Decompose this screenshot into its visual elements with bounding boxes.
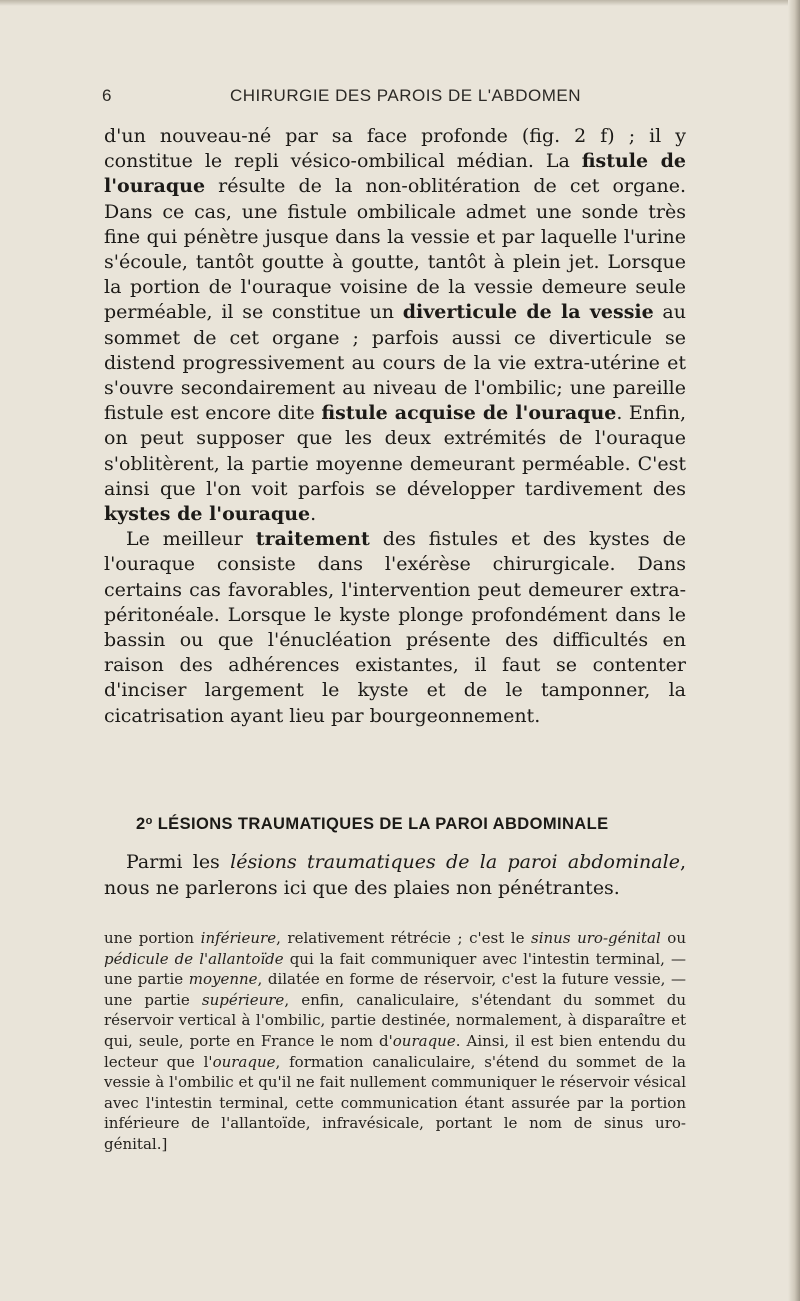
page-top-shadow	[0, 0, 800, 6]
section-heading	[136, 815, 696, 834]
footnote-paragraph: une portion inférieure, relativement rétrécie ; c'est le sinus uro-génital ou pédicule de l'allantoïde qui la fait communiquer avec l'intestin terminal, — une partie moyenne, dilatée en forme de réservoir, c'est la future vessie, — une partie supérieure, enfin, canaliculaire, s'étendant du sommet du réservoir vertical à l'ombilic, partie destinée, normalement, à disparaître et qui, seule, porte en France le nom d'ouraque. Ainsi, il est bien entendu du lecteur que l'ouraque, formation canaliculaire, s'étend du sommet de la vessie à l'ombilic et qu'il ne fait nullement communiquer le réservoir vésical avec l'intestin terminal, cette communication étant assurée par la portion inférieure de l'allantoïde, infravésicale, portant le nom de sinus uro-génital.]	[104, 929, 687, 1153]
page-number: 6	[102, 86, 112, 105]
term-traitement: traitement	[255, 528, 370, 551]
intro-paragraph: Parmi les lésions traumatiques de la paroi abdominale, nous ne parlerons ici que des plaies non pénétrantes.	[104, 851, 686, 899]
paragraph-traitement: Le meilleur traitement des fistules et des kystes de l'ouraque consiste dans l'exérèse chirurgicale. Dans certains cas favorables, l'intervention peut demeurer extra-péritonéale. Lorsque le kyste plonge profondément dans le bassin ou que l'énucléation présente des difficultés en raison des adhérences existantes, il faut se contenter d'inciser largement le kyste et de le tamponner, la cicatrisation ayant lieu par bourgeonnement.	[104, 528, 686, 727]
running-header	[102, 86, 682, 114]
term-kystes-ouraque: kystes de l'ouraque	[104, 503, 311, 526]
section-intro	[104, 850, 686, 901]
section-number: 2	[136, 815, 146, 833]
main-text	[104, 124, 686, 729]
footnote	[104, 928, 686, 1155]
running-title: CHIRURGIE DES PAROIS DE L'ABDOMEN	[230, 86, 581, 105]
term-fistule-acquise: fistule acquise de l'ouraque	[321, 402, 617, 425]
term-lesions-traumatiques: lésions traumatiques de la paroi abdominale	[230, 851, 680, 873]
page-edge-shadow	[788, 0, 800, 1301]
section-title: LÉSIONS TRAUMATIQUES DE LA PAROI ABDOMINALE	[157, 815, 609, 833]
section-ordinal: o	[145, 815, 153, 827]
term-diverticule-vessie: diverticule de la vessie	[402, 301, 654, 324]
term-fistule-ouraque: fistule de l'ouraque	[104, 150, 686, 198]
paragraph-ouraque-fistules: d'un nouveau-né par sa face profonde (fig. 2 f) ; il y constitue le repli vésico-ombilical médian. La fistule de l'ouraque résulte de la non-oblitération de cet organe. Dans ce cas, une fistule ombilicale admet une sonde très fine qui pénètre jusque dans la vessie et par laquelle l'urine s'écoule, tantôt goutte à goutte, tantôt à plein jet. Lorsque la portion de l'ouraque voisine de la vessie demeure seule perméable, il se constitue un diverticule de la vessie au sommet de cet organe ; parfois aussi ce diverticule se distend progressivement au cours de la vie extra-utérine et s'ouvre secondairement au niveau de l'ombilic; une pareille fistule est encore dite fistule acquise de l'ouraque. Enfin, on peut supposer que les deux extrémités de l'ouraque s'oblitèrent, la partie moyenne demeurant perméable. C'est ainsi que l'on voit parfois se développer tardivement des kystes de l'ouraque.	[104, 125, 686, 526]
